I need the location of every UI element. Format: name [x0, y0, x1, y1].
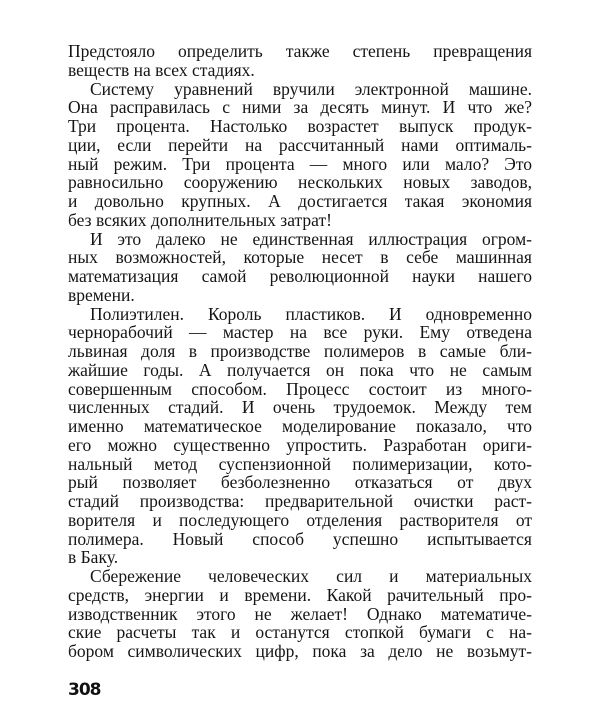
text-line: его можно существенно упростить. Разработан ориги-	[68, 434, 532, 455]
text-line: ские расчеты так и останутся стопкой бумаги с на-	[68, 622, 532, 643]
page-number: 308	[68, 680, 101, 700]
text-line: нальный метод суспензионной полимеризации, кото-	[68, 453, 532, 474]
text-line: И это далеко не единственная иллюстрация огром-	[90, 228, 532, 249]
paragraph	[68, 230, 532, 305]
page-body-text	[68, 42, 532, 661]
text-line: средств, энергии и времени. Какой рачительный про-	[68, 584, 532, 605]
text-line: веществ на всех стадиях.	[68, 59, 255, 80]
paragraph	[68, 80, 532, 230]
text-line: без всяких дополнительных затрат!	[68, 209, 332, 230]
paragraph	[68, 567, 532, 661]
text-line: рый позволяет безболезненно отказаться от двух	[68, 472, 532, 493]
text-line: жайшие годы. А получается он пока что не самым	[68, 359, 532, 380]
text-line: ворителя и последующего отделения растворителя от	[68, 509, 532, 530]
paragraph	[68, 305, 532, 568]
text-line: равносильно сооружению нескольких новых заводов,	[68, 172, 532, 193]
text-line: именно математическое моделирование показало, что	[68, 416, 532, 436]
text-line: Сбережение человеческих сил и материальных	[90, 566, 532, 586]
text-line: ных возможностей, которые несет в себе машинная	[68, 247, 532, 268]
text-line: чернорабочий — мастер на все руки. Ему отведена	[68, 322, 532, 343]
text-line: Полиэтилен. Король пластиков. И одновременно	[90, 303, 532, 324]
text-line: ции, если перейти на рассчитанный нами оптималь-	[68, 134, 532, 155]
text-line: совершенным способом. Процесс состоит из много-	[68, 378, 532, 399]
text-line: львиная доля в производстве полимеров в самые бли-	[68, 341, 532, 361]
paragraph	[68, 42, 532, 80]
text-line: ный режим. Три процента — много или мало? Это	[68, 153, 532, 174]
text-line: Предстояло определить также степень превращения	[68, 41, 532, 61]
text-line: стадий производства: предварительной очистки раст-	[68, 491, 532, 511]
text-line: изводственник этого не желает! Однако математиче-	[68, 603, 532, 624]
text-line: Она расправилась с ними за десять минут. И что же?	[68, 97, 532, 118]
text-line: Три процента. Настолько возрастет выпуск продук-	[68, 116, 532, 136]
text-line: численных стадий. И очень трудоемок. Между тем	[68, 397, 532, 418]
text-line: математизация самой революционной науки нашего	[68, 266, 532, 286]
text-line: полимера. Новый способ успешно испытывается	[68, 528, 532, 549]
text-line: в Баку.	[68, 547, 119, 568]
text-line: и довольно крупных. А достигается такая экономия	[68, 191, 532, 211]
text-line: Систему уравнений вручили электронной машине.	[90, 78, 532, 99]
text-line: бором символических цифр, пока за дело не возьмут-	[68, 641, 532, 661]
text-line: времени.	[68, 284, 135, 305]
